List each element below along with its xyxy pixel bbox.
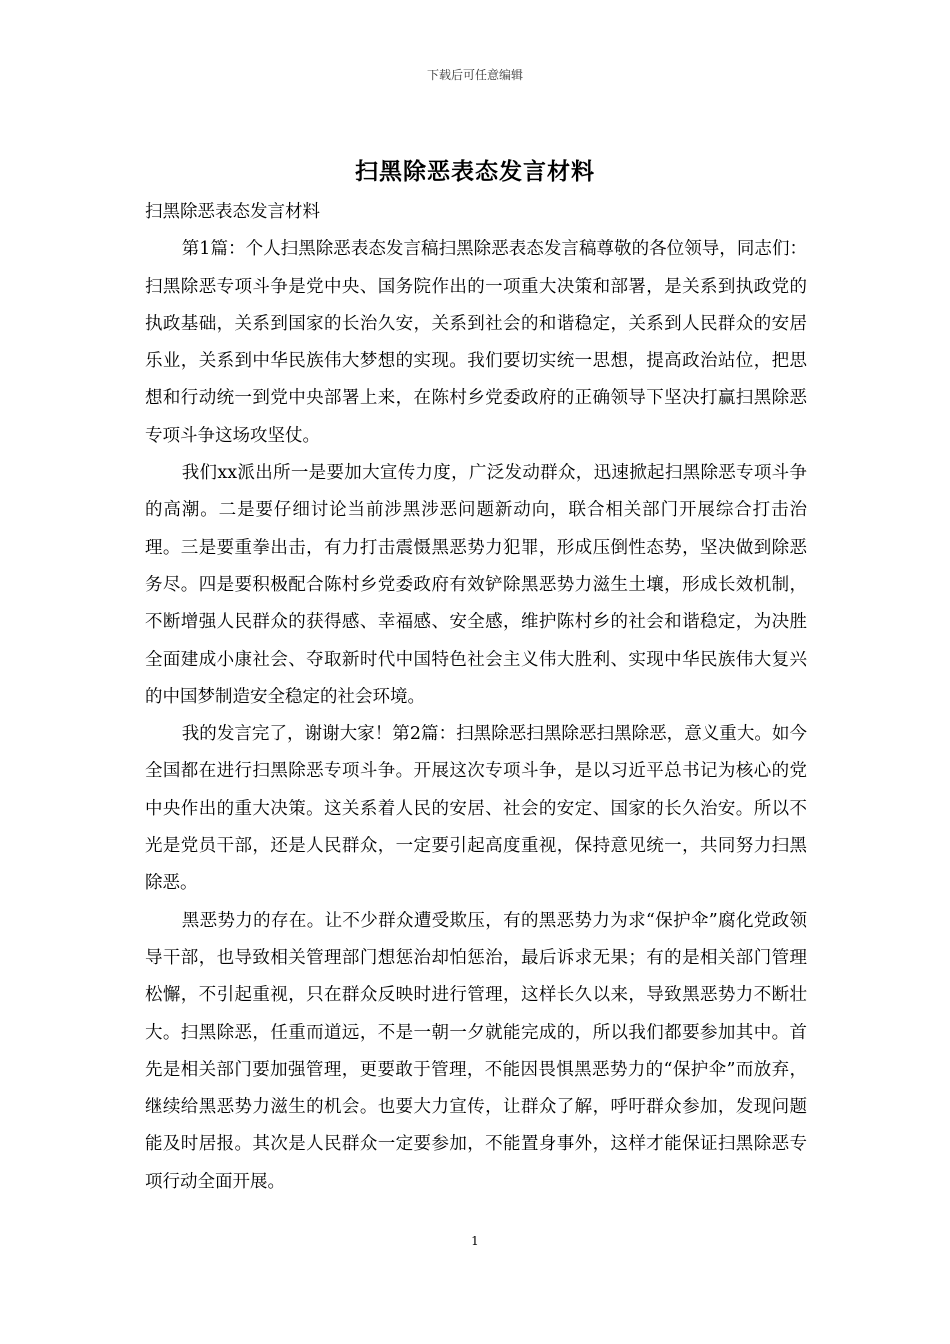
document-subtitle: 扫黑除恶表态发言材料 bbox=[145, 202, 320, 222]
page-number: 1 bbox=[471, 1234, 479, 1248]
document-body bbox=[145, 194, 807, 1201]
paragraph-1: 第1篇：个人扫黑除恶表态发言稿扫黑除恶表态发言稿尊敬的各位领导，同志们：扫黑除恶专项斗争是党中央、国务院作出的一项重大决策和部署，是关系到执政党的执政基础，关系到国家的长治久安，关系到社会的和谐稳定，关系到人民群众的安居乐业，关系到中华民族伟大梦想的实现。我们要切实统一思想，提高政治站位，把思想和行动统一到党中央部署上来，在陈村乡党委政府的正确领导下坚决打赢扫黑除恶专项斗争这场攻坚仗。 bbox=[145, 239, 807, 446]
document-title: 扫黑除恶表态发言材料 bbox=[355, 158, 595, 185]
paragraph-4: 黑恶势力的存在。让不少群众遭受欺压，有的黑恶势力为求“保护伞”腐化党政领导干部，也导致相关管理部门想惩治却怕惩治，最后诉求无果；有的是相关部门管理松懈，不引起重视，只在群众反映时进行管理，这样长久以来，导致黑恶势力不断壮大。扫黑除恶，任重而道远，不是一朝一夕就能完成的，所以我们都要参加其中。首先是相关部门要加强管理，更要敢于管理，不能因畏惧黑恶势力的“保护伞”而放弃，继续给黑恶势力滋生的机会。也要大力宣传，让群众了解，呼吁群众参加，发现问题能及时居报。其次是人民群众一定要参加，不能置身事外，这样才能保证扫黑除恶专项行动全面开展。 bbox=[145, 910, 807, 1192]
header-note: 下载后可任意编辑 bbox=[426, 68, 523, 82]
paragraph-2: 我们xx派出所一是要加大宣传力度，广泛发动群众，迅速掀起扫黑除恶专项斗争的高潮。二是要仔细讨论当前涉黑涉恶问题新动向，联合相关部门开展综合打击治理。三是要重拳出击，有力打击震慑黑恶势力犯罪，形成压倒性态势，坚决做到除恶务尽。四是要积极配合陈村乡党委政府有效铲除黑恶势力滋生土壤，形成长效机制，不断增强人民群众的获得感、幸福感、安全感，维护陈村乡的社会和谐稳定，为决胜全面建成小康社会、夺取新时代中国特色社会主义伟大胜利、实现中华民族伟大复兴的中国梦制造安全稳定的社会环境。 bbox=[145, 463, 807, 707]
paragraph-3: 我的发言完了，谢谢大家！第2篇：扫黑除恶扫黑除恶扫黑除恶，意义重大。如今全国都在进行扫黑除恶专项斗争。开展这次专项斗争，是以习近平总书记为核心的党中央作出的重大决策。这关系着人民的安居、社会的安定、国家的长久治安。所以不光是党员干部，还是人民群众，一定要引起高度重视，保持意见统一，共同努力扫黑除恶。 bbox=[145, 724, 807, 894]
